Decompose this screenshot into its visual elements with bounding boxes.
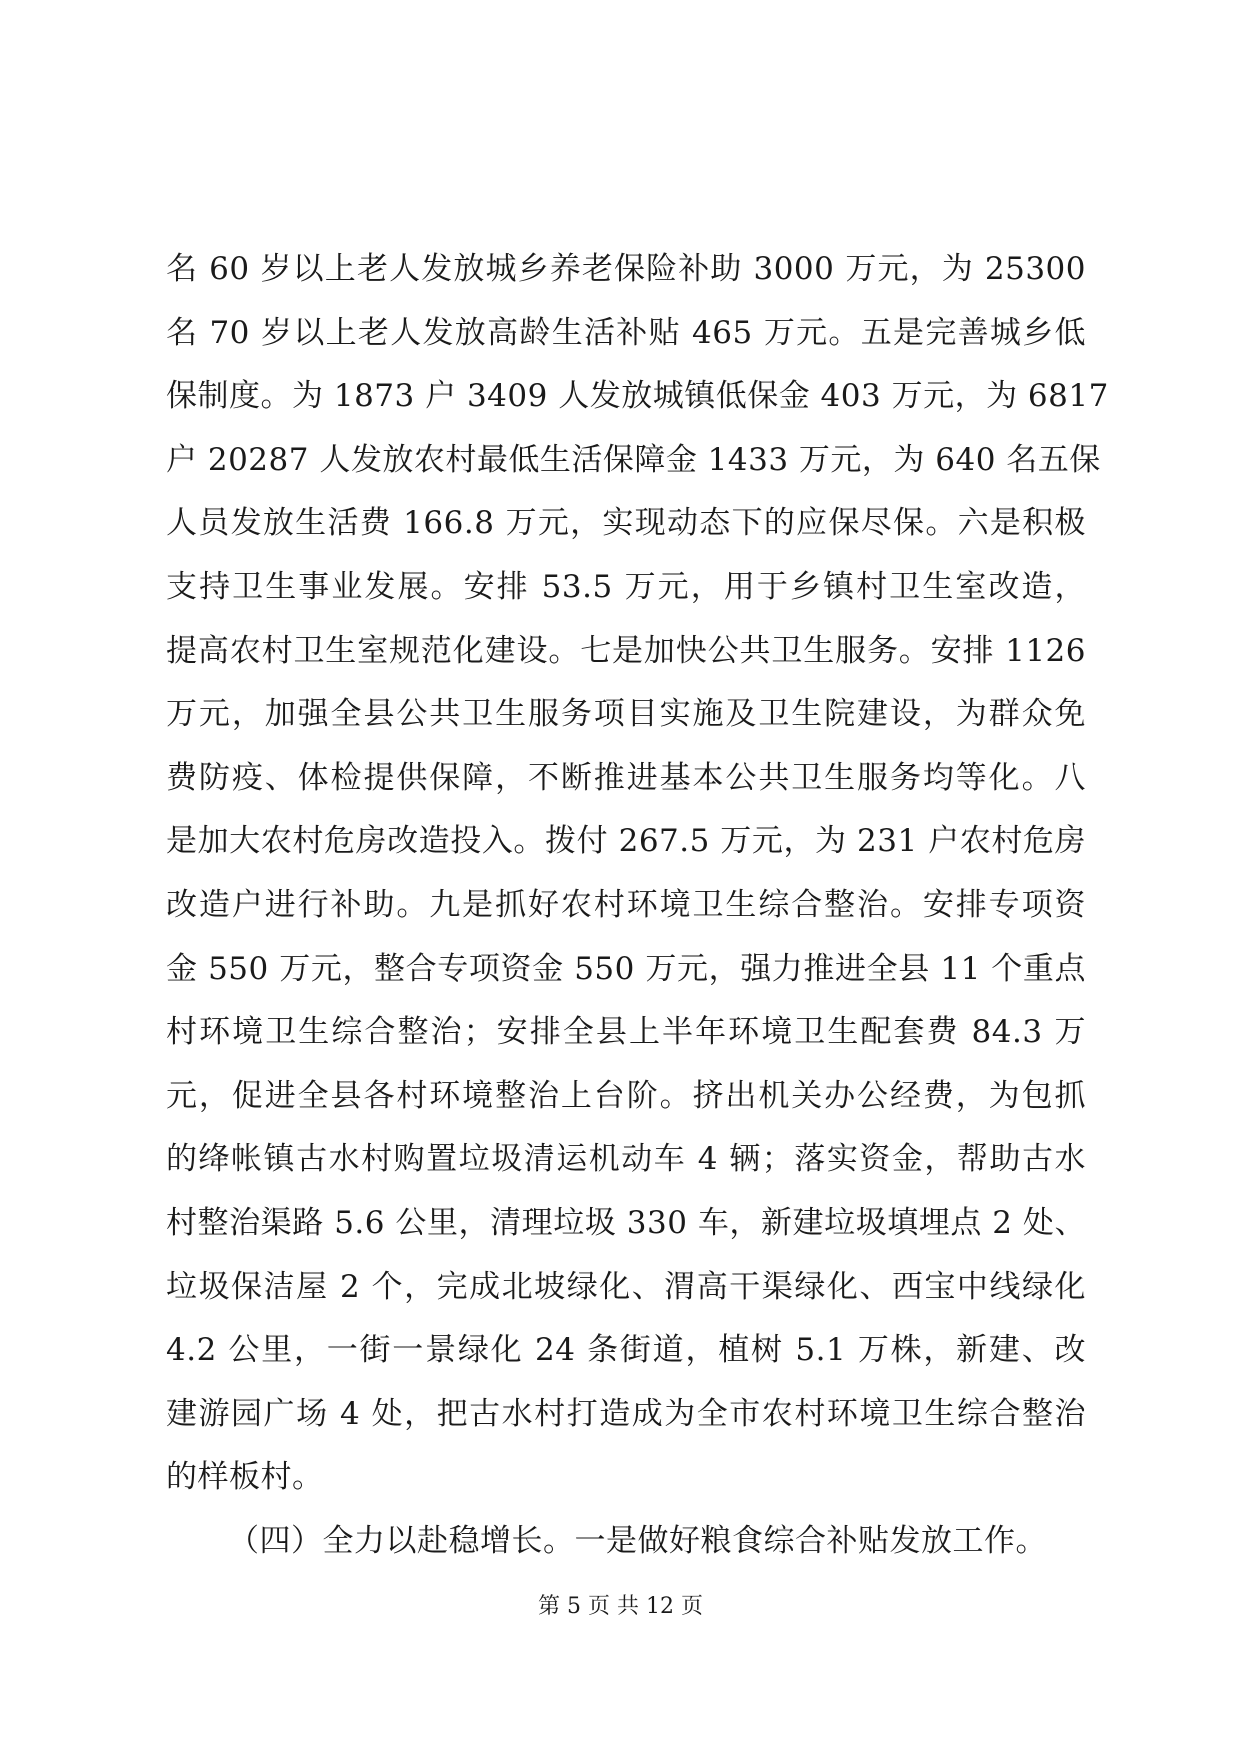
text-line: 费防疫、体检提供保障，不断推进基本公共卫生服务均等化。八 bbox=[166, 759, 1086, 796]
text-line: 万元，加强全县公共卫生服务项目实施及卫生院建设，为群众免 bbox=[166, 696, 1086, 733]
text-line: 的绛帐镇古水村购置垃圾清运机动车 4 辆；落实资金，帮助古水 bbox=[166, 1141, 1086, 1178]
body-text bbox=[166, 238, 1109, 1573]
paragraph-end-line: 的样板村。 bbox=[166, 1459, 324, 1496]
text-line: 户 20287 人发放农村最低生活保障金 1433 万元，为 640 名五保 bbox=[166, 441, 1101, 478]
text-line: 提高农村卫生室规范化建设。七是加快公共卫生服务。安排 1126 bbox=[166, 632, 1086, 669]
text-line: 保制度。为 1873 户 3409 人发放城镇低保金 403 万元，为 6817 bbox=[166, 378, 1109, 415]
text-line: 垃圾保洁屋 2 个，完成北坡绿化、渭高干渠绿化、西宝中线绿化 bbox=[166, 1268, 1086, 1305]
text-line: 支持卫生事业发展。安排 53.5 万元，用于乡镇村卫生室改造， bbox=[166, 568, 1086, 605]
text-line: 金 550 万元，整合专项资金 550 万元，强力推进全县 11 个重点 bbox=[166, 950, 1086, 987]
text-line: 人员发放生活费 166.8 万元，实现动态下的应保尽保。六是积极 bbox=[166, 505, 1086, 542]
section-heading-line: （四）全力以赴稳增长。一是做好粮食综合补贴发放工作。 bbox=[228, 1522, 1047, 1559]
text-line: 是加大农村危房改造投入。拨付 267.5 万元，为 231 户农村危房 bbox=[166, 823, 1086, 860]
text-line: 元，促进全县各村环境整治上台阶。挤出机关办公经费，为包抓 bbox=[166, 1077, 1086, 1114]
text-line: 改造户进行补助。九是抓好农村环境卫生综合整治。安排专项资 bbox=[166, 886, 1086, 923]
text-line: 村整治渠路 5.6 公里，清理垃圾 330 车，新建垃圾填埋点 2 处、 bbox=[166, 1204, 1086, 1241]
text-line: 名 60 岁以上老人发放城乡养老保险补助 3000 万元，为 25300 bbox=[166, 251, 1086, 287]
text-line: 名 70 岁以上老人发放高龄生活补贴 465 万元。五是完善城乡低 bbox=[166, 314, 1086, 351]
page-number-footer: 第 5 页 共 12 页 bbox=[538, 1594, 703, 1619]
text-line: 4.2 公里，一街一景绿化 24 条街道，植树 5.1 万株，新建、改 bbox=[166, 1332, 1086, 1369]
text-line: 村环境卫生综合整治；安排全县上半年环境卫生配套费 84.3 万 bbox=[166, 1014, 1086, 1051]
text-line: 建游园广场 4 处，把古水村打造成为全市农村环境卫生综合整治 bbox=[166, 1395, 1086, 1432]
